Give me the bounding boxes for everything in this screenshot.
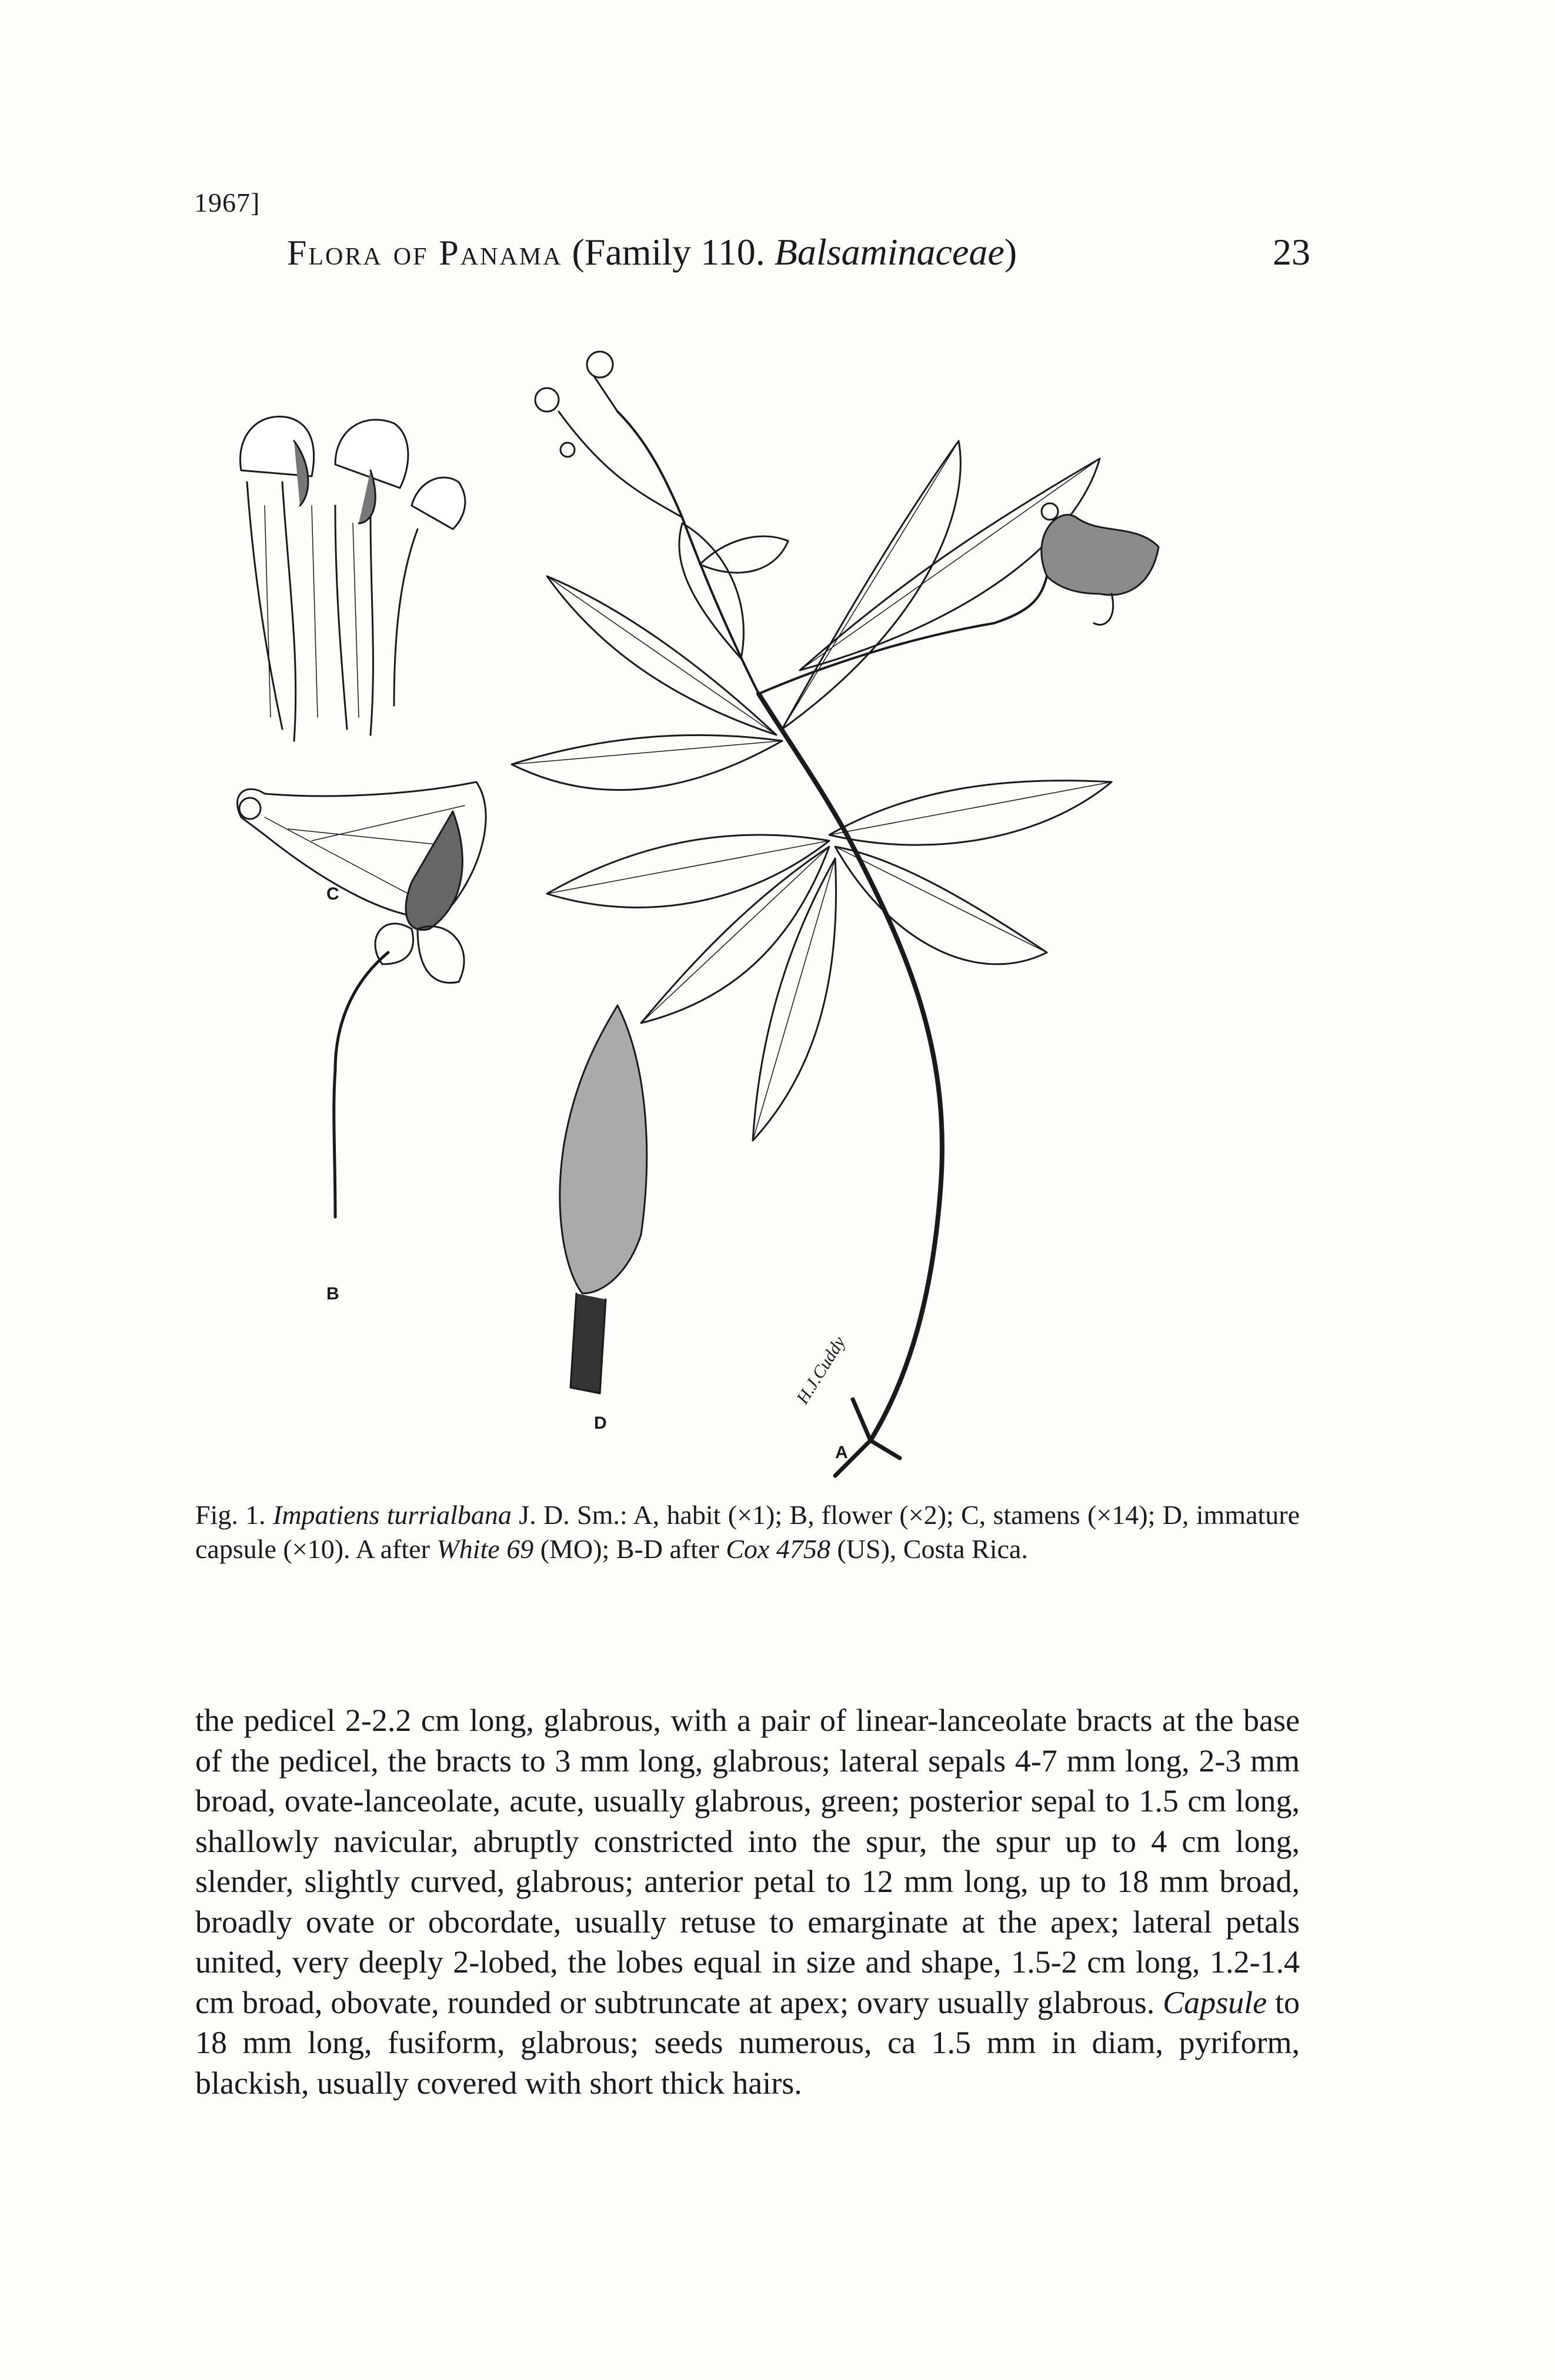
caption-parts: J. D. Sm.: A, habit (×1); B, flower (×2); C, stamens (×14); D, immature capsule (×10). A after [195, 1500, 1300, 1564]
caption-collector-a: White 69 [436, 1534, 534, 1564]
botanical-illustration [194, 329, 1300, 1505]
panel-label-a: A [835, 1443, 848, 1462]
panel-label-b: B [326, 1284, 339, 1303]
year-marker: 1967] [194, 188, 261, 218]
page-number: 23 [1273, 231, 1310, 273]
figure-caption [195, 1498, 1300, 1566]
panel-label-c: C [326, 884, 339, 904]
illustration-drawing [194, 329, 1300, 1505]
body-capsule-term: Capsule [1163, 1984, 1267, 2020]
panel-label-d: D [594, 1413, 607, 1433]
family-close: ) [1004, 231, 1017, 273]
stamens-drawing [240, 416, 465, 741]
body-paragraph [195, 1700, 1300, 2103]
flower-drawing [238, 782, 486, 1217]
caption-collector-b: Cox 4758 [726, 1534, 830, 1564]
family-name: Balsaminaceae [774, 231, 1005, 273]
artist-signature: H.J.Cuddy [792, 1333, 849, 1408]
body-part-2: to 18 mm long, fusiform, glabrous; seeds numerous, ca 1.5 mm in diam, pyriform, blackish, usually covered with short thick hairs. [195, 1984, 1300, 2101]
caption-herbarium-a: (MO); B-D after [533, 1534, 726, 1564]
caption-fig-label: Fig. 1. [195, 1500, 273, 1530]
capsule-drawing [560, 1005, 647, 1393]
running-head [287, 230, 1310, 274]
habit-drawing [512, 352, 1159, 1476]
family-label: (Family 110. [572, 231, 775, 273]
caption-tail: (US), Costa Rica. [830, 1534, 1028, 1564]
body-part-1: the pedicel 2-2.2 cm long, glabrous, with a pair of linear-lanceolate bracts at the base of the pedicel, the bracts to 3 mm long, glabrous; lateral sepals 4-7 mm long, 2-3 mm broad, ovate-lanceolate, acute, usually glabrous, green; posterior sepal to 1.5 cm long, shallowly navicular, abruptly constricted into the spur, the spur up to 4 cm long, slender, slightly curved, glabrous; anterior petal to 12 mm long, up to 18 mm broad, broadly ovate or obcordate, usually retuse to emarginate at the apex; lateral petals united, very deeply 2-lobed, the lobes equal in size and shape, 1.5-2 cm long, 1.2-1.4 cm broad, obovate, rounded or subtruncate at apex; ovary usually glabrous. [195, 1703, 1300, 2020]
caption-species: Impatiens turrialbana [273, 1500, 512, 1530]
flora-label: Flora of Panama [287, 233, 563, 272]
